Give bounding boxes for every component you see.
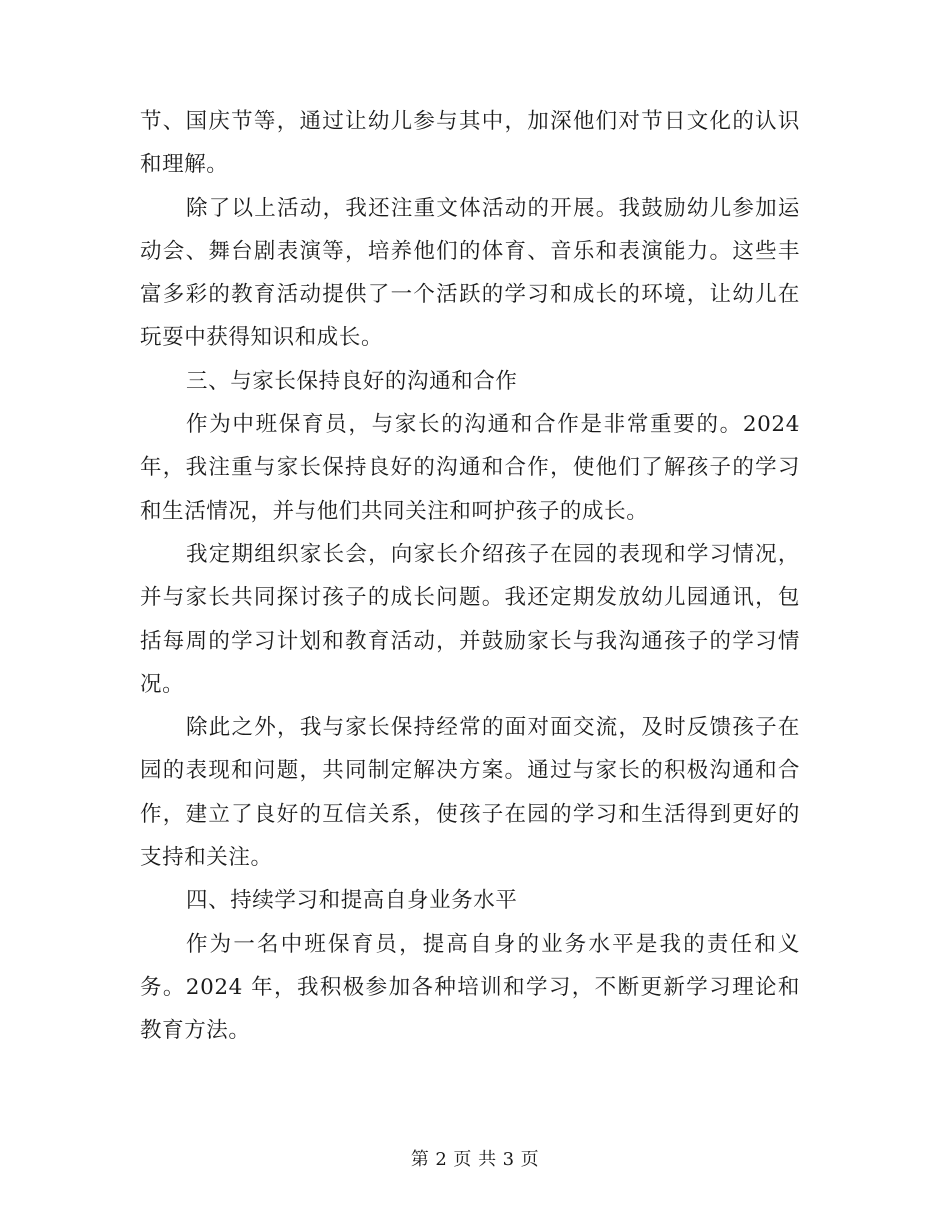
paragraph: 节、国庆节等，通过让幼儿参与其中，加深他们对节日文化的认识和理解。 [140,109,800,178]
section-heading: 四、持续学习和提高自身业务水平 [186,888,518,914]
section-heading: 三、与家长保持良好的沟通和合作 [186,368,518,394]
page-label-mid: 页 共 [453,1149,497,1170]
paragraph: 作为中班保育员，与家长的沟通和合作是非常重要的。2024年，我注重与家长保持良好的沟通和合作，使他们了解孩子的学习和生活情况，并与他们共同关注和呵护孩子的成长。 [140,412,800,524]
total-pages-number: 3 [502,1149,515,1170]
page-label-prefix: 第 [410,1149,430,1170]
current-page-number: 2 [435,1149,448,1170]
page-label-suffix: 页 [520,1149,540,1170]
page-footer [0,1146,950,1174]
paragraph: 除此之外，我与家长保持经常的面对面交流，及时反馈孩子在园的表现和问题，共同制定解决方案。通过与家长的积极沟通和合作，建立了良好的互信关系，使孩子在园的学习和生活得到更好的支持和关注。 [140,715,800,871]
document-body [140,100,800,1053]
paragraph: 我定期组织家长会，向家长介绍孩子在园的表现和学习情况，并与家长共同探讨孩子的成长问题。我还定期发放幼儿园通讯，包括每周的学习计划和教育活动，并鼓励家长与我沟通孩子的学习情况。 [140,541,800,697]
paragraph: 除了以上活动，我还注重文体活动的开展。我鼓励幼儿参加运动会、舞台剧表演等，培养他们的体育、音乐和表演能力。这些丰富多彩的教育活动提供了一个活跃的学习和成长的环境，让幼儿在玩耍中获得知识和成长。 [140,195,800,351]
paragraph: 作为一名中班保育员，提高自身的业务水平是我的责任和义务。2024 年，我积极参加各种培训和学习，不断更新学习理论和教育方法。 [140,931,800,1044]
